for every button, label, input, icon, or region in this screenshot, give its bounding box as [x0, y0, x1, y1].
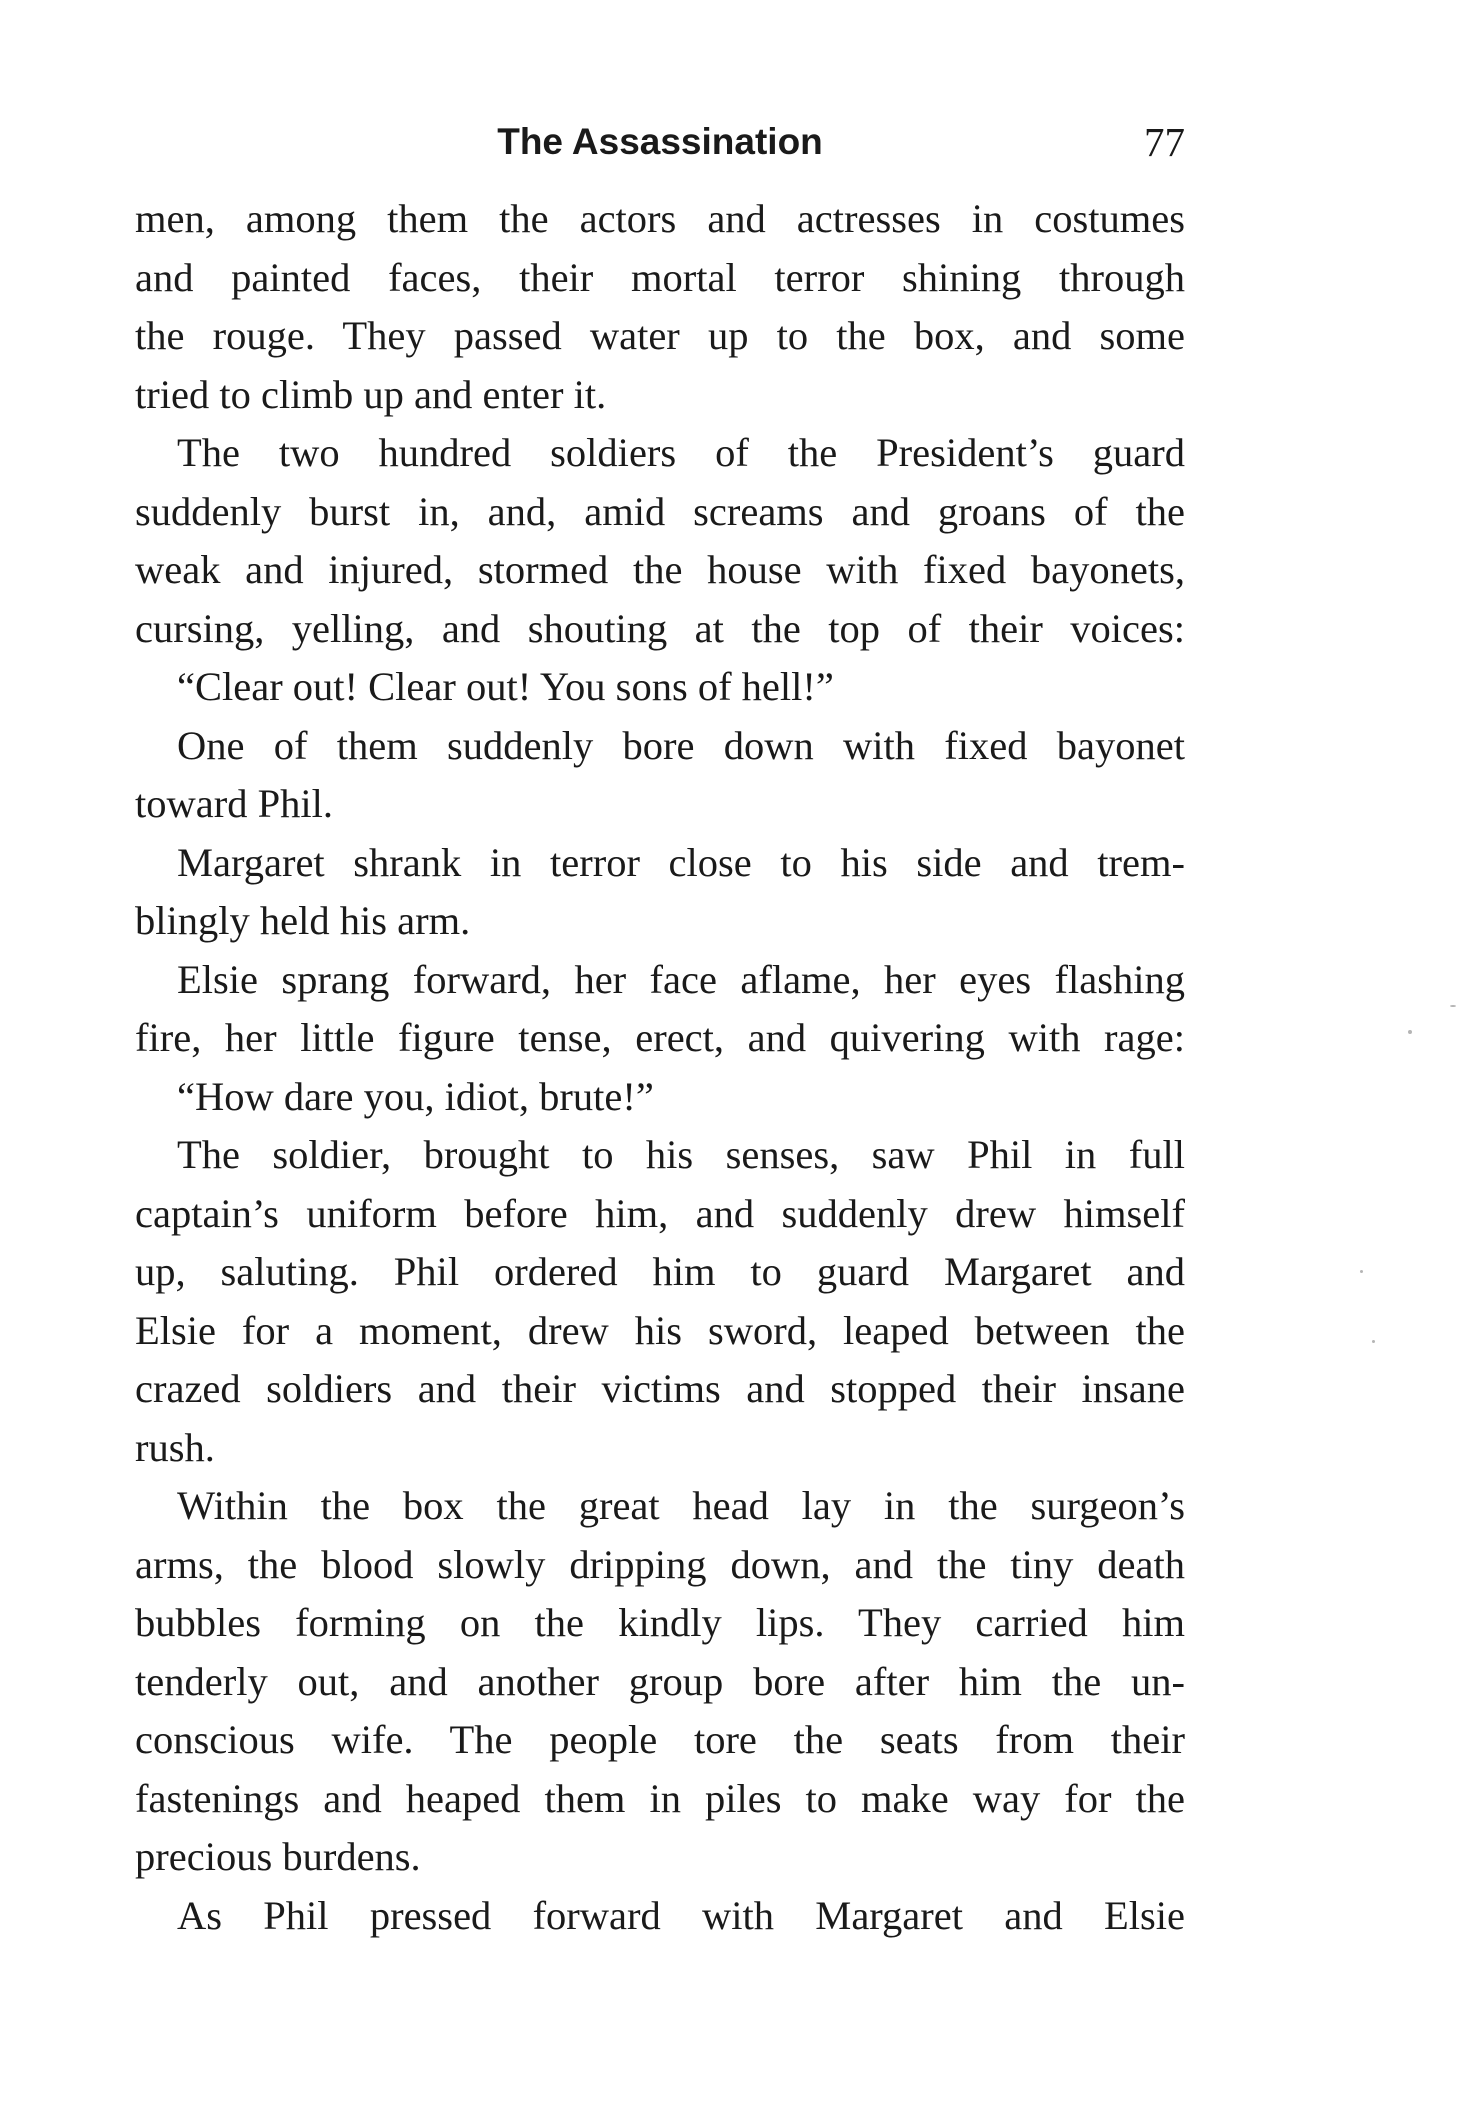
text-line: up, saluting. Phil ordered him to guard Margaret and [135, 1249, 1185, 1294]
text-line: bubbles forming on the kindly lips. They carried him [135, 1600, 1185, 1645]
text-line: As Phil pressed forward with Margaret and Elsie [177, 1892, 1185, 1938]
text-line: “How dare you, idiot, brute!” [177, 1073, 654, 1119]
text-line: cursing, yelling, and shouting at the top of their voices: [135, 605, 1185, 651]
paper-speck [1450, 1005, 1456, 1007]
text-line: crazed soldiers and their victims and stopped their insane [135, 1366, 1185, 1411]
text-line: “Clear out! Clear out! You sons of hell!” [177, 664, 834, 709]
text-line: Within the box the great head lay in the surgeon’s [177, 1483, 1185, 1528]
text-line: precious burdens. [135, 1834, 421, 1879]
paper-speck [1360, 1270, 1363, 1273]
text-line: fastenings and heaped them in piles to make way for the [135, 1775, 1185, 1821]
text-line: One of them suddenly bore down with fixed bayonet [177, 722, 1185, 768]
paper-speck [1408, 1030, 1412, 1034]
text-line: Elsie sprang forward, her face aflame, her eyes flashing [177, 956, 1185, 1002]
text-line: weak and injured, stormed the house with fixed bayonets, [135, 547, 1185, 592]
text-line: toward Phil. [135, 781, 333, 826]
text-line: suddenly burst in, and, amid screams and groans of the [135, 488, 1185, 534]
text-line: Margaret shrank in terror close to his side and trem- [177, 839, 1185, 885]
page-number: 77 [1144, 119, 1185, 165]
text-line: captain’s uniform before him, and suddenly drew himself [135, 1190, 1185, 1236]
text-line: men, among them the actors and actresses in costumes [135, 196, 1185, 241]
text-line: Elsie for a moment, drew his sword, leaped between the [135, 1307, 1185, 1353]
text-line: tried to climb up and enter it. [135, 371, 607, 417]
text-line: rush. [135, 1424, 215, 1470]
body-text [135, 190, 1185, 1945]
paper-speck [1372, 1340, 1375, 1343]
text-line: blingly held his arm. [135, 898, 471, 943]
text-line: the rouge. They passed water up to the box, and some [135, 313, 1185, 358]
text-line: conscious wife. The people tore the seats from their [135, 1717, 1185, 1762]
text-line: arms, the blood slowly dripping down, and the tiny death [135, 1541, 1185, 1587]
text-line: tenderly out, and another group bore after him the un- [135, 1658, 1185, 1704]
page-header [135, 112, 1185, 172]
text-line: The two hundred soldiers of the President’s guard [177, 430, 1185, 475]
text-line: fire, her little figure tense, erect, and quivering with rage: [135, 1015, 1185, 1060]
text-line: and painted faces, their mortal terror shining through [135, 254, 1185, 300]
text-line: The soldier, brought to his senses, saw Phil in full [177, 1132, 1185, 1177]
running-title: The Assassination [497, 121, 823, 162]
